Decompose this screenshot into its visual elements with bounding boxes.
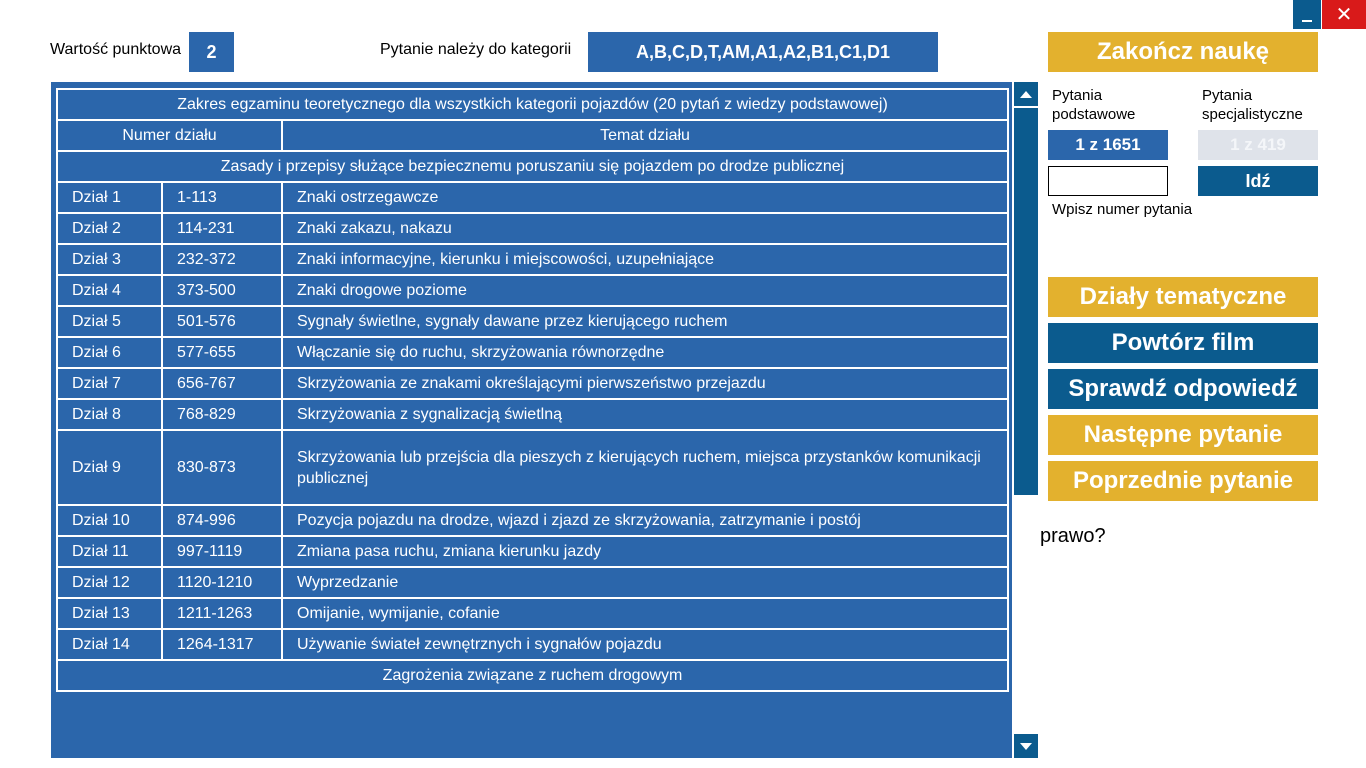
section-header: Zagrożenia związane z ruchem drogowym: [57, 660, 1008, 691]
row-range: 1120-1210: [162, 567, 282, 598]
row-dzial: Dział 1: [57, 182, 162, 213]
row-range: 1264-1317: [162, 629, 282, 660]
row-dzial: Dział 6: [57, 337, 162, 368]
row-topic: Pozycja pojazdu na drodze, wjazd i zjazd ze skrzyżowania, zatrzymanie i postój: [282, 505, 1008, 536]
topic-sections-button[interactable]: Działy tematyczne: [1048, 277, 1318, 317]
row-range: 373-500: [162, 275, 282, 306]
row-dzial: Dział 13: [57, 598, 162, 629]
row-topic: Skrzyżowania ze znakami określającymi pierwszeństwo przejazdu: [282, 368, 1008, 399]
table-row[interactable]: [57, 629, 1008, 660]
row-topic: Znaki drogowe poziome: [282, 275, 1008, 306]
table-row[interactable]: [57, 213, 1008, 244]
column-header-topic: Temat działu: [282, 120, 1008, 151]
specialist-questions-label: Pytania specjalistyczne: [1202, 87, 1303, 123]
scrollbar-thumb[interactable]: [1014, 108, 1038, 495]
row-topic: Znaki informacyjne, kierunku i miejscowości, uzupełniające: [282, 244, 1008, 275]
points-value: 2: [189, 32, 234, 72]
arrow-up-icon: [1020, 91, 1032, 98]
row-topic: Używanie świateł zewnętrznych i sygnałów pojazdu: [282, 629, 1008, 660]
question-number-input[interactable]: [1048, 166, 1168, 196]
row-range: 114-231: [162, 213, 282, 244]
row-topic: Znaki zakazu, nakazu: [282, 213, 1008, 244]
row-topic: Wyprzedzanie: [282, 567, 1008, 598]
arrow-down-icon: [1020, 743, 1032, 750]
row-dzial: Dział 5: [57, 306, 162, 337]
row-range: 830-873: [162, 430, 282, 505]
scope-table: [56, 88, 1009, 692]
check-answer-button[interactable]: Sprawdź odpowiedź: [1048, 369, 1318, 409]
column-header-number: Numer działu: [57, 120, 282, 151]
minimize-icon: [1302, 20, 1312, 22]
previous-question-button[interactable]: Poprzednie pytanie: [1048, 461, 1318, 501]
close-icon: ✕: [1335, 4, 1353, 26]
table-title: Zakres egzaminu teoretycznego dla wszystkich kategorii pojazdów (20 pytań z wiedzy podstawowej): [57, 89, 1008, 120]
table-row[interactable]: [57, 567, 1008, 598]
go-button[interactable]: Idź: [1198, 166, 1318, 196]
row-topic: Skrzyżowania z sygnalizacją świetlną: [282, 399, 1008, 430]
next-question-button[interactable]: Następne pytanie: [1048, 415, 1318, 455]
row-topic: Znaki ostrzegawcze: [282, 182, 1008, 213]
row-dzial: Dział 11: [57, 536, 162, 567]
row-topic: Zmiana pasa ruchu, zmiana kierunku jazdy: [282, 536, 1008, 567]
points-label: Wartość punktowa: [50, 41, 182, 58]
exam-scope-table: [51, 82, 1012, 758]
row-dzial: Dział 7: [57, 368, 162, 399]
category-label: Pytanie należy do kategorii: [380, 41, 572, 58]
row-dzial: Dział 3: [57, 244, 162, 275]
row-range: 577-655: [162, 337, 282, 368]
minimize-button[interactable]: [1293, 0, 1321, 29]
table-row[interactable]: [57, 182, 1008, 213]
table-row[interactable]: [57, 368, 1008, 399]
row-dzial: Dział 12: [57, 567, 162, 598]
row-dzial: Dział 9: [57, 430, 162, 505]
basic-questions-label: Pytania podstawowe: [1052, 87, 1136, 123]
table-row[interactable]: [57, 598, 1008, 629]
table-row[interactable]: [57, 536, 1008, 567]
row-range: 232-372: [162, 244, 282, 275]
replay-video-button[interactable]: Powtórz film: [1048, 323, 1318, 363]
scroll-up-button[interactable]: [1014, 82, 1038, 106]
table-row[interactable]: [57, 244, 1008, 275]
row-range: 501-576: [162, 306, 282, 337]
table-row[interactable]: [57, 505, 1008, 536]
row-range: 768-829: [162, 399, 282, 430]
section-header: Zasady i przepisy służące bezpiecznemu poruszaniu się pojazdem po drodze publicznej: [57, 151, 1008, 182]
row-dzial: Dział 8: [57, 399, 162, 430]
row-topic: Skrzyżowania lub przejścia dla pieszych z kierujących ruchem, miejsca przystanków komunikacji publicznej: [282, 430, 1008, 505]
basic-questions-counter: 1 z 1651: [1048, 130, 1168, 160]
row-range: 656-767: [162, 368, 282, 399]
row-topic: Omijanie, wymijanie, cofanie: [282, 598, 1008, 629]
row-dzial: Dział 14: [57, 629, 162, 660]
row-dzial: Dział 10: [57, 505, 162, 536]
row-range: 1-113: [162, 182, 282, 213]
row-range: 874-996: [162, 505, 282, 536]
row-dzial: Dział 4: [57, 275, 162, 306]
table-row[interactable]: [57, 275, 1008, 306]
row-topic: Włączanie się do ruchu, skrzyżowania równorzędne: [282, 337, 1008, 368]
close-button[interactable]: [1322, 0, 1366, 29]
specialist-questions-counter: 1 z 419: [1198, 130, 1318, 160]
question-number-hint: Wpisz numer pytania: [1052, 201, 1193, 218]
table-row[interactable]: [57, 430, 1008, 505]
scroll-down-button[interactable]: [1014, 734, 1038, 758]
category-value: A,B,C,D,T,AM,A1,A2,B1,C1,D1: [588, 32, 938, 72]
table-row[interactable]: [57, 337, 1008, 368]
row-range: 997-1119: [162, 536, 282, 567]
finish-learning-button[interactable]: Zakończ naukę: [1048, 32, 1318, 72]
row-topic: Sygnały świetlne, sygnały dawane przez kierującego ruchem: [282, 306, 1008, 337]
table-row[interactable]: [57, 306, 1008, 337]
row-range: 1211-1263: [162, 598, 282, 629]
table-row[interactable]: [57, 399, 1008, 430]
row-dzial: Dział 2: [57, 213, 162, 244]
question-text-fragment: prawo?: [1040, 525, 1106, 547]
